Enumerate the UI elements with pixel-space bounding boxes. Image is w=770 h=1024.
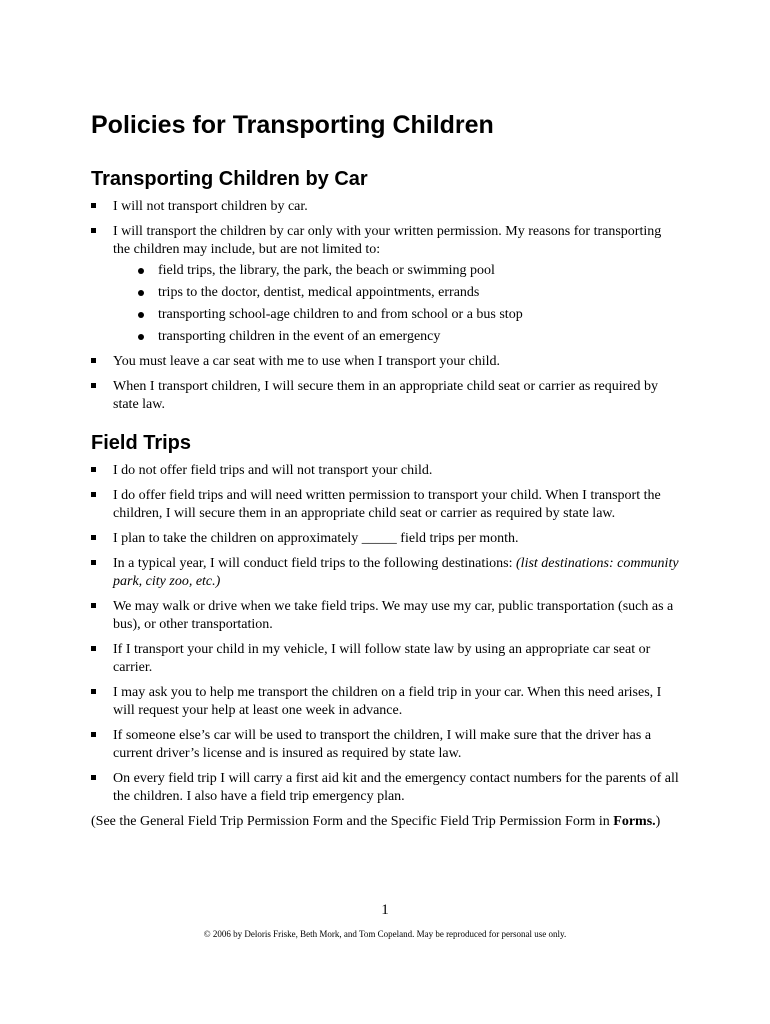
list-item: I will transport the children by car only with your written permission. My reasons for transporting the children may include, but are not limited to: field trips, the library, the park, the beach or swimming pool trips to the doctor, dentist, medical appointments, errands transporting school-age children to and from school or a bus stop transporting children in the event of an emergency (91, 223, 681, 346)
square-bullet-icon (91, 228, 96, 233)
square-bullet-icon (91, 560, 96, 565)
list-item: You must leave a car seat with me to use when I transport your child. (91, 353, 681, 371)
section-heading-field-trips: Field Trips (91, 432, 192, 454)
section-heading-car: Transporting Children by Car (91, 168, 368, 190)
list-item: I do not offer field trips and will not transport your child. (91, 462, 681, 480)
square-bullet-icon (91, 467, 96, 472)
list-item: We may walk or drive when we take field trips. We may use my car, public transportation (such as a bus), or other transportation. (91, 598, 681, 634)
copyright-footer: © 2006 by Deloris Friske, Beth Mork, and Tom Copeland. May be reproduced for personal use only. (203, 929, 567, 939)
square-bullet-icon (91, 383, 96, 388)
reason-item: transporting school-age children to and from school or a bus stop (113, 306, 681, 324)
field-trip-policy-list (91, 462, 681, 806)
list-item: I may ask you to help me transport the children on a field trip in your car. When this need arises, I will request your help at least one week in advance. (91, 684, 681, 720)
list-item: I will not transport children by car. (91, 198, 681, 216)
round-bullet-icon (138, 268, 144, 274)
round-bullet-icon (138, 312, 144, 318)
list-item: On every field trip I will carry a first aid kit and the emergency contact numbers for the parents of all the children. I also have a field trip emergency plan. (91, 770, 681, 806)
page-number: 1 (381, 902, 389, 918)
list-item: In a typical year, I will conduct field trips to the following destinations: (list destinations: community park, city zoo, etc.) (91, 555, 681, 591)
square-bullet-icon (91, 203, 96, 208)
reason-item: trips to the doctor, dentist, medical appointments, errands (113, 284, 681, 302)
page-title: Policies for Transporting Children (91, 111, 494, 139)
round-bullet-icon (138, 334, 144, 340)
square-bullet-icon (91, 775, 96, 780)
square-bullet-icon (91, 358, 96, 363)
square-bullet-icon (91, 492, 96, 497)
forms-link-text: Forms. (613, 814, 656, 829)
reason-item: field trips, the library, the park, the beach or swimming pool (113, 262, 681, 280)
round-bullet-icon (138, 290, 144, 296)
reasons-list (113, 262, 681, 346)
list-item: If I transport your child in my vehicle, I will follow state law by using an appropriate car seat or carrier. (91, 641, 681, 677)
list-item: I do offer field trips and will need written permission to transport your child. When I transport the children, I will secure them in an appropriate child seat or carrier as required by state law. (91, 487, 681, 523)
reason-item: transporting children in the event of an emergency (113, 328, 681, 346)
list-item: I plan to take the children on approximately _____ field trips per month. (91, 530, 681, 548)
forms-reference-note: (See the General Field Trip Permission Form and the Specific Field Trip Permission Form in Forms.) (91, 814, 661, 829)
list-item: If someone else’s car will be used to transport the children, I will make sure that the driver has a current driver’s license and is insured as required by state law. (91, 727, 681, 763)
document-page (91, 108, 681, 845)
square-bullet-icon (91, 535, 96, 540)
square-bullet-icon (91, 732, 96, 737)
car-policy-list (91, 198, 681, 414)
list-item: When I transport children, I will secure them in an appropriate child seat or carrier as required by state law. (91, 378, 681, 414)
square-bullet-icon (91, 646, 96, 651)
destinations-hint: (list destinations: community park, city zoo, etc.) (113, 556, 679, 589)
square-bullet-icon (91, 603, 96, 608)
square-bullet-icon (91, 689, 96, 694)
